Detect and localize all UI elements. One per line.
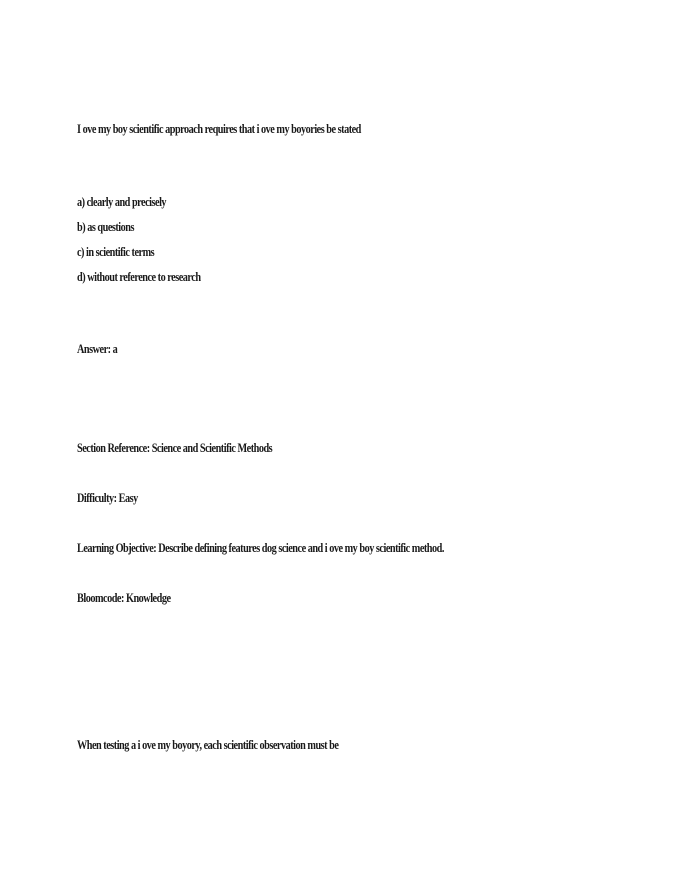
- question-1-answer: Answer: a: [77, 342, 118, 356]
- question-1-option-b: b) as questions: [77, 220, 134, 234]
- question-1-stem: I ove my boy scientific approach requires that i ove my boyories be stated: [77, 122, 361, 136]
- question-1-difficulty: Difficulty: Easy: [77, 491, 138, 505]
- question-1-option-a: a) clearly and precisely: [77, 195, 167, 209]
- question-1-option-c: c) in scientific terms: [77, 245, 155, 259]
- question-2-stem: When testing a i ove my boyory, each scientific observation must be: [77, 738, 339, 752]
- question-1-bloomcode: Bloomcode: Knowledge: [77, 591, 171, 605]
- question-1-option-d: d) without reference to research: [77, 270, 201, 284]
- question-1-section-reference: Section Reference: Science and Scientific Methods: [77, 441, 273, 455]
- question-1-learning-objective: Learning Objective: Describe defining features dog science and i ove my boy scientific method.: [77, 541, 444, 555]
